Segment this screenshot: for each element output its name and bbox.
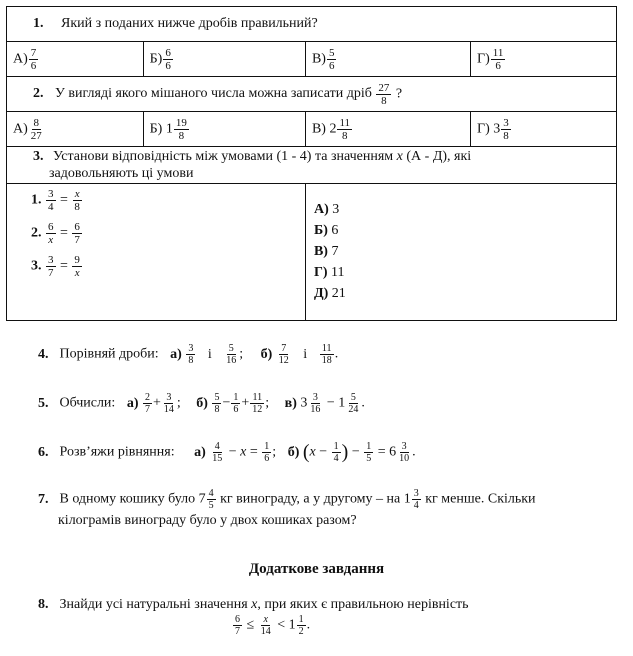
q2-option-0: А) $\frac{8}{27}$ [7,112,144,147]
test-table [6,6,617,321]
q1-option-2: В) $\frac{5}{6}$ [305,42,470,77]
q2-option-3: Г) 3 $\frac{3}{8}$ [471,112,617,147]
q3-prompt: 3. Установи відповідність між умовами (1 - 4) та значенням x (А - Д), які задовольняють ці умови [7,147,617,184]
fraction: $\frac{6}{7}$ [74,221,80,246]
q1-options [7,42,617,77]
q2-option-2: В) 2 $\frac{11}{8}$ [305,112,470,147]
q4: 4. Порівняй дроби: а) $\frac{3}{8}$ і $\frac{5}{16}$ ; б) $\frac{7}{12}$ і $\frac{11}{18}$ . [38,343,339,366]
fraction: $\frac{x}{8}$ [74,188,80,213]
q3-value-4: Д) 21 [313,286,346,301]
q1-prompt: 1. Який з поданих нижче дробів правильний? [7,7,617,42]
q1-option-1: Б) $\frac{6}{6}$ [143,42,305,77]
fraction: $\frac{11}{8}$ [339,116,351,142]
q2-options [7,112,617,147]
q3-value-1: Б) 6 [313,223,339,238]
q1-option-3: Г) $\frac{11}{6}$ [471,42,617,77]
fraction: $\frac{6}{x}$ [48,221,54,246]
q8-inequality: $\frac{6}{7}$ ≤ $\frac{x}{14}$ < 1 $\frac{1}{2}$ . [235,614,311,637]
q1-option-0: А) $\frac{7}{6}$ [7,42,144,77]
q3-condition-0: 1. $\frac{3}{4}$ = $\frac{x}{8}$ [31,188,80,213]
q5: 5. Обчисли: а) $\frac{2}{7}$ + $\frac{3}{14}$ ; б) $\frac{5}{8}$ − $\frac{1}{6}$ + $\frac{11}{12}$ ; в) 3 $\frac{3}{16}$ − 1 $\frac{5}{24}$ . [38,392,365,415]
q3-values [305,184,616,321]
fraction: $\frac{3}{7}$ [48,254,54,279]
q3-value-3: Г) 11 [313,265,345,280]
extra-task-title: Додаткове завдання [248,561,385,577]
q2-fraction: $\frac{27}{8}$ [378,81,390,107]
fraction: $\frac{3}{8}$ [503,116,509,142]
q6: 6. Розв’яжи рівняння: а) $\frac{4}{15}$ − x = $\frac{1}{6}$ ; б) (x − $\frac{1}{4}$ ) − $\frac{1}{5}$ = 6 $\frac{3}{10}$ . [38,441,416,464]
fraction: $\frac{5}{6}$ [328,46,335,72]
q3-condition-2: 3. $\frac{3}{7}$ = $\frac{9}{x}$ [31,254,80,279]
fraction: $\frac{6}{6}$ [165,46,171,72]
fraction: $\frac{8}{27}$ [30,116,42,142]
fraction: $\frac{11}{6}$ [492,46,504,72]
q2-prompt: 2. У вигляді якого мішаного числа можна записати дріб $\frac{27}{8}$ ? [7,77,617,112]
q7: 7. В одному кошику було 7 $\frac{4}{5}$ кг винограду, а у другому – на 1 $\frac{3}{4}$ кг менше. Скільки кілограмів винограду було у двох кошиках разом? [38,488,536,528]
q2-option-1: Б) 1 $\frac{19}{8}$ [143,112,305,147]
fraction: $\frac{7}{6}$ [30,46,37,72]
q3-conditions [7,184,306,321]
q3-value-0: А) 3 [313,202,340,217]
fraction: $\frac{19}{8}$ [175,116,187,142]
q3-condition-1: 2. $\frac{6}{x}$ = $\frac{6}{7}$ [31,221,80,246]
fraction: $\frac{9}{x}$ [74,254,80,279]
q3-value-2: В) 7 [313,244,339,259]
fraction: $\frac{3}{4}$ [48,188,54,213]
q8: 8. Знайди усі натуральні значення x, при яких є правильною нерівність [38,597,469,612]
